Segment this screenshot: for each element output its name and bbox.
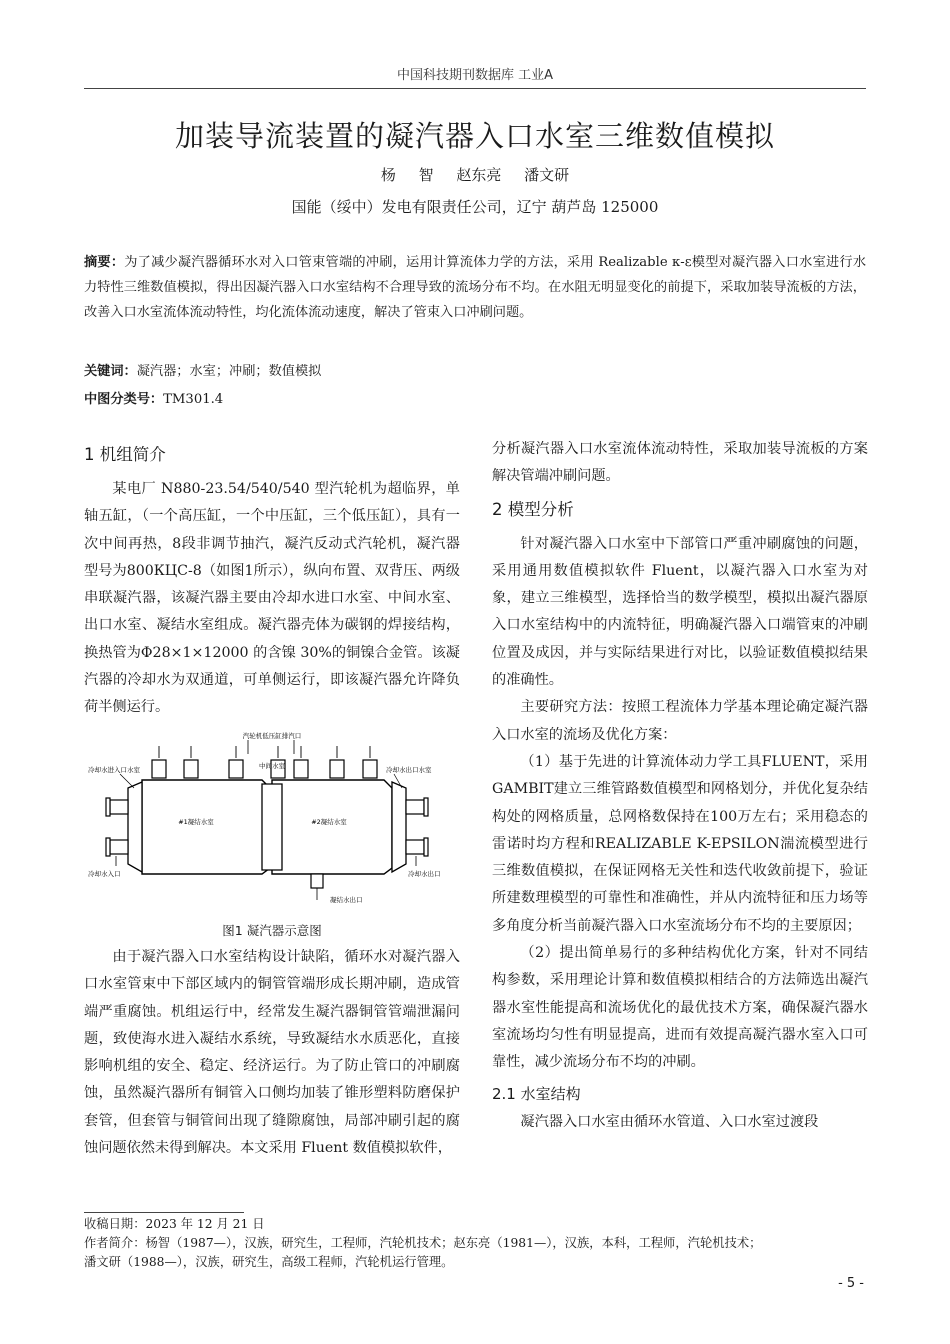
condensate-pipe <box>311 874 323 888</box>
pipe-in-upper <box>110 800 128 814</box>
section-2-para-3: （1）基于先进的计算流体动力学工具FLUENT，采用GAMBIT建立三维管路数值模型和网格划分，并优化复杂结构处的网格质量，总网格数保持在100万左右；采用稳态的雷诺时均方程和REALIZABLE K-EPSILON湍流模型进行三维数值模拟，在保证网格无关性和迭代收敛前提下，验证所建数理模型的可靠性和准确性，并从内流特征和压力场等多角度分析当前凝汽器入口水室流场分布不均的主要原因； <box>492 753 868 934</box>
fig-label-cool-in: 冷却水入口 <box>88 869 121 878</box>
inlet-waterbox <box>128 782 142 872</box>
figure-1-caption: 图1 凝汽器示意图 <box>222 922 322 938</box>
fig-label-outlet-box: 冷却水出口水室 <box>386 765 432 774</box>
shell-right <box>272 780 392 874</box>
condenser-diagram <box>84 728 460 906</box>
abstract-label: 摘要： <box>84 255 125 270</box>
right-column <box>492 436 868 1136</box>
fig-label-cool-out: 冷却水出口 <box>408 869 441 878</box>
abstract-text: 为了减少凝汽器循环水对入口管束管端的冲刷，运用计算流体力学的方法，采用 Realizable κ-ε模型对凝汽器入口水室进行水力特性三维数值模拟，得出因凝汽器入口水室结构不合理导致的流场分布不均。在水阻无明显变化的前提下，采取加装导流板的方法，改善入口水室流体流动特性，均化流体流动速度，解决了管束入口冲刷问题。 <box>84 255 867 320</box>
affiliation: 国能（绥中）发电有限责任公司，辽宁 葫芦岛 125000 <box>291 198 659 216</box>
authors: 杨 智 赵东亮 潘文研 <box>380 166 570 184</box>
abstract <box>84 250 866 325</box>
fig-label-inlet-box: 冷却水进入口水室 <box>88 765 140 774</box>
section-2-1-heading: 2.1 水室结构 <box>492 1084 581 1103</box>
exhaust-arrows <box>159 746 370 758</box>
outlet-waterbox <box>392 782 406 872</box>
fig-label-middle: 中间水室 <box>259 761 285 770</box>
left-column <box>84 436 460 1162</box>
page-number: - 5 - <box>838 1276 864 1291</box>
section-1-para-1: 某电厂 N880-23.54/540/540 型汽轮机为超临界，单轴五缸，（一个高压缸，一个中压缸，三个低压缸），具有一次中间再热，8段非调节抽汽，凝汽反动式汽轮机，凝汽器型号为800КЦС-8（如图1所示），纵向布置、双背压、两级串联凝汽器，该凝汽器主要由冷却水进口水室、中间水室、出口水室、凝结水室组成。凝汽器壳体为碳钢的焊接结构，换热管为Φ28×1×12000 的含镍 30%的铜镍合金管。该凝汽器的冷却水为双通道，可单侧运行，即该凝汽器允许降负荷半侧运行。 <box>84 481 460 716</box>
section-2-heading: 2 模型分析 <box>492 499 574 519</box>
classification-label: 中图分类号： <box>84 392 164 407</box>
fig-label-chamber-1: #1凝结水室 <box>178 817 214 826</box>
middle-waterbox <box>262 784 282 870</box>
section-1-para-2-continued: 分析凝汽器入口水室流体流动特性，采取加装导流板的方案解决管端冲刷问题。 <box>492 441 868 485</box>
section-2-1-para-1: 凝汽器入口水室由循环水管道、入口水室过渡段 <box>520 1113 819 1130</box>
pipe-out-upper <box>406 800 424 814</box>
pipe-out-lower <box>406 840 424 854</box>
footnote-divider <box>84 1212 244 1213</box>
classification-text: TM301.4 <box>163 392 224 407</box>
paper-title: 加装导流装置的凝汽器入口水室三维数值模拟 <box>174 119 775 153</box>
section-1-para-2: 由于凝汽器入口水室结构设计缺陷，循环水对凝汽器入口水室管束中下部区域内的铜管管端形成长期冲刷，造成管端严重腐蚀。机组运行中，经常发生凝汽器铜管管端泄漏问题，致使海水进入凝结水系统，导致凝结水水质恶化，直接影响机组的安全、稳定、经济运行。为了防止管口的冲刷腐蚀，虽然凝汽器所有铜管入口侧均加装了锥形塑料防磨保护套管，但套管与铜管间出现了缝隙腐蚀，局部冲刷引起的腐蚀问题依然未得到解决。本文采用 Fluent 数值模拟软件， <box>84 948 460 1157</box>
keywords-text: 凝汽器；水室；冲刷；数值模拟 <box>136 364 322 379</box>
fig-label-chamber-2: #2凝结水室 <box>311 817 347 826</box>
received-date: 收稿日期：2023 年 12 月 21 日 <box>84 1217 265 1231</box>
header-divider <box>84 88 866 89</box>
keywords <box>84 360 866 379</box>
section-1-heading: 1 机组简介 <box>84 445 166 464</box>
section-2-para-4: （2）提出简单易行的多种结构优化方案，针对不同结构参数，采用理论计算和数值模拟相结合的方法筛选出凝汽器水室性能提高和流场优化的最优技术方案，确保凝汽器水室流场均匀性有明显提高，进而有效提高凝汽器水室入口可靠性，减少流场分布不均的冲刷。 <box>492 945 868 1071</box>
fig-label-condensate: 凝结水出口 <box>330 895 363 904</box>
author-bio-line-2: 潘文研（1988—），汉族，研究生，高级工程师，汽轮机运行管理。 <box>84 1255 454 1269</box>
fig-label-exhaust: 汽轮机低压缸排汽口 <box>242 731 302 740</box>
journal-header: 中国科技期刊数据库 工业A <box>396 68 554 83</box>
pipe-in-lower <box>110 840 128 854</box>
classification <box>84 388 866 407</box>
keywords-label: 关键词： <box>84 364 137 379</box>
shell-left <box>142 780 270 874</box>
section-2-para-2: 主要研究方法：按照工程流体力学基本理论确定凝汽器入口水室的流场及优化方案： <box>492 699 868 743</box>
section-2-para-1: 针对凝汽器入口水室中下部管口严重冲刷腐蚀的问题，采用通用数值模拟软件 Fluent，以凝汽器入口水室为对象，建立三维模型，选择恰当的数学模型，模拟出凝汽器原入口水室结构中的内流特征，明确凝汽器入口端管束的冲刷位置及成因，并与实际结果进行对比，以验证数值模拟结果的准确性。 <box>492 535 868 689</box>
author-bio-line-1: 作者简介：杨智（1987—），汉族，研究生，工程师，汽轮机技术；赵东亮（1981—），汉族，本科，工程师，汽轮机技术； <box>84 1236 762 1250</box>
